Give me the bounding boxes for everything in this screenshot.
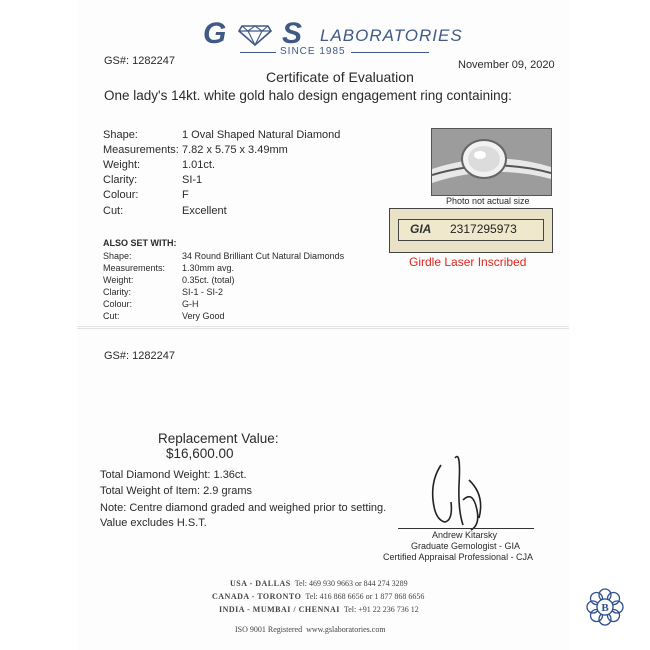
replacement-value-label: Replacement Value: xyxy=(158,431,279,446)
gs-number-bottom: GS#: 1282247 xyxy=(104,350,175,362)
brand-badge-icon xyxy=(586,588,624,626)
accent-cut-label: Cut: xyxy=(103,311,120,321)
photo-caption: Photo not actual size xyxy=(446,196,530,206)
accent-weight-label: Weight: xyxy=(103,275,134,285)
gia-number: 2317295973 xyxy=(450,222,517,236)
total-item-weight: Total Weight of Item: 2.9 grams xyxy=(100,485,253,497)
signatory-certification: Certified Appraisal Professional - CJA xyxy=(383,552,534,562)
main-clarity-label: Clarity: xyxy=(103,174,138,186)
main-shape-value: 1 Oval Shaped Natural Diamond xyxy=(182,129,341,141)
signatory-name: Andrew Kitarsky xyxy=(432,530,498,540)
accent-cut-value: Very Good xyxy=(182,311,225,321)
main-colour-label: Colour: xyxy=(103,189,139,201)
main-cut-value: Excellent xyxy=(182,205,227,217)
ring-image xyxy=(432,129,551,195)
accent-shape-value: 34 Round Brilliant Cut Natural Diamonds xyxy=(182,251,345,261)
since-rule-left xyxy=(240,52,276,53)
footer-india: INDIA - MUMBAI / CHENNAI Tel: +91 22 236 736 12 xyxy=(219,605,419,614)
main-colour-value: F xyxy=(182,189,189,201)
fold-line xyxy=(77,328,569,329)
logo-letter-g: G xyxy=(203,17,228,50)
since-rule-right xyxy=(351,52,429,53)
main-weight-label: Weight: xyxy=(103,159,141,171)
website-link[interactable]: www.gslaboratories.com xyxy=(306,625,386,634)
main-cut-label: Cut: xyxy=(103,205,124,217)
signatory-title: Graduate Gemologist - GIA xyxy=(411,541,521,551)
tax-note: Value excludes H.S.T. xyxy=(100,517,207,529)
laser-caption: Girdle Laser Inscribed xyxy=(409,255,527,269)
footer-iso: ISO 9001 Registered www.gslaboratories.com xyxy=(235,625,386,634)
since-year: SINCE 1985 xyxy=(280,46,346,57)
main-weight-value: 1.01ct. xyxy=(182,159,216,171)
accent-measurements-label: Measurements: xyxy=(103,263,166,273)
signature xyxy=(425,440,498,540)
total-diamond-weight: Total Diamond Weight: 1.36ct. xyxy=(100,469,247,481)
footer-canada: CANADA - TORONTO Tel: 416 868 6656 or 1 877 868 6656 xyxy=(212,592,425,601)
accent-colour-value: G-H xyxy=(182,299,199,309)
laser-inscription-image xyxy=(389,208,553,253)
main-shape-label: Shape: xyxy=(103,129,138,141)
certificate-date: November 09, 2020 xyxy=(458,59,555,71)
ring-photo xyxy=(431,128,552,196)
grading-note: Note: Centre diamond graded and weighed prior to setting. xyxy=(100,502,387,514)
main-measurements-value: 7.82 x 5.75 x 3.49mm xyxy=(182,144,288,156)
main-clarity-value: SI-1 xyxy=(182,174,203,186)
accent-weight-value: 0.35ct. (total) xyxy=(182,275,235,285)
diamond-icon xyxy=(238,24,272,46)
gia-mark: GIA xyxy=(410,222,432,236)
logo-wordmark: LABORATORIES xyxy=(320,26,463,45)
badge-letter: B xyxy=(601,602,609,614)
accent-clarity-label: Clarity: xyxy=(103,287,132,297)
accent-clarity-value: SI-1 - SI-2 xyxy=(182,287,224,297)
fold-line xyxy=(77,326,569,327)
footer-usa: USA - DALLAS Tel: 469 930 9663 or 844 274 3289 xyxy=(230,579,408,588)
accent-colour-label: Colour: xyxy=(103,299,133,309)
main-measurements-label: Measurements: xyxy=(103,144,179,156)
item-description: One lady's 14kt. white gold halo design engagement ring containing: xyxy=(104,88,512,103)
replacement-value-amount: $16,600.00 xyxy=(166,446,234,461)
accent-shape-label: Shape: xyxy=(103,251,132,261)
certificate-title: Certificate of Evaluation xyxy=(266,69,414,85)
gs-number-top: GS#: 1282247 xyxy=(104,55,175,67)
accent-measurements-value: 1.30mm avg. xyxy=(182,263,235,273)
signature-line xyxy=(398,528,534,529)
logo-letter-s: S xyxy=(282,17,304,50)
also-set-heading: ALSO SET WITH: xyxy=(103,238,177,248)
